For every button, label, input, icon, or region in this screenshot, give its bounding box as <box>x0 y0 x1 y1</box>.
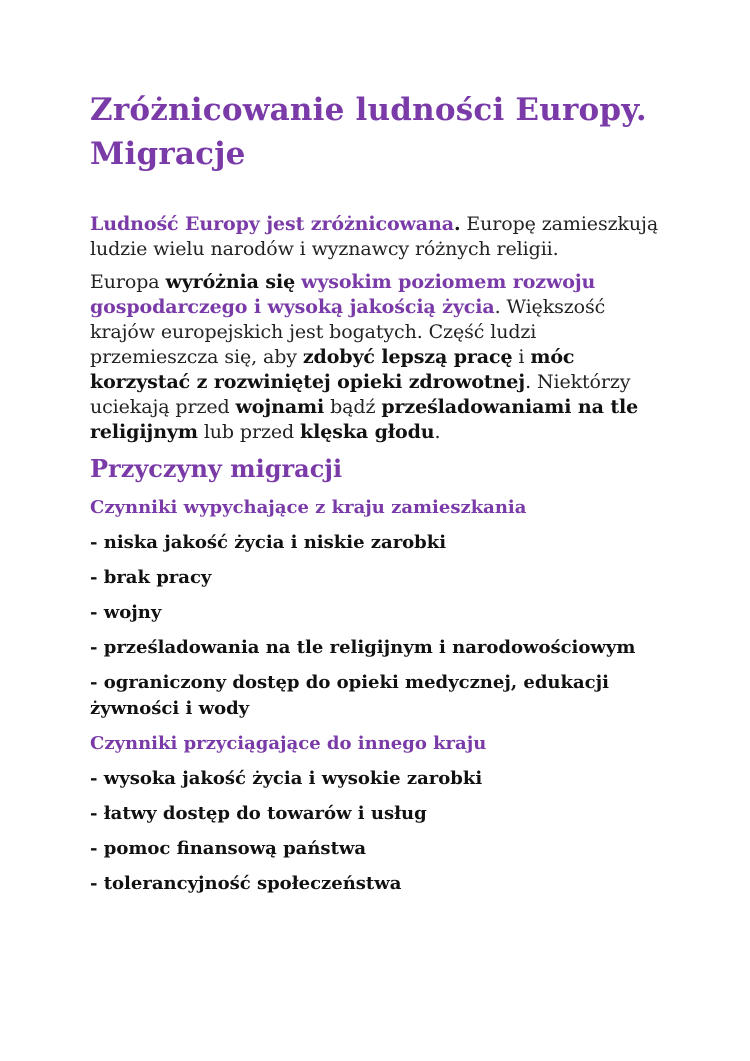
subheading-pull-factors: Czynniki przyciągające do innego kraju <box>90 733 487 754</box>
section-heading-migration-causes: Przyczyny migracji <box>90 454 343 483</box>
emphasis-text: wojnami <box>235 396 325 418</box>
spacer <box>90 176 660 212</box>
emphasis-text: klęska głodu <box>300 421 435 443</box>
subheading-push-factors: Czynniki wypychające z kraju zamieszkania <box>90 497 527 518</box>
list-item-push: - niska jakość życia i niskie zarobki <box>90 532 447 553</box>
list-item-push: - wojny <box>90 602 162 623</box>
list-item-pull: - tolerancyjność społeczeństwa <box>90 873 402 894</box>
body-text: . <box>434 421 441 443</box>
list-item-pull: - łatwy dostęp do towarów i usług <box>90 803 427 824</box>
body-text: . Większość krajów europejskich jest bogatych. Część ludzi przemieszcza się, aby <box>90 296 606 368</box>
list-item-pull: - pomoc finansową państwa <box>90 838 367 859</box>
body-text: . Niektórzy uciekają przed <box>90 371 631 418</box>
list-item-push: - ograniczony dostęp do opieki medycznej, edukacji żywności i wody <box>90 672 609 719</box>
document-title: Zróżnicowanie ludności Europy. Migracje <box>90 92 647 172</box>
paragraph-intro <box>90 212 660 262</box>
body-text: i <box>512 346 531 368</box>
list-item-push: - prześladowania na tle religijnym i narodowościowym <box>90 637 636 658</box>
body-text: bądź <box>324 396 382 418</box>
body-text: Europa <box>90 271 166 293</box>
emphasis-text: zdobyć lepszą pracę <box>302 346 513 368</box>
paragraph-europe <box>90 270 660 445</box>
emphasis-text: Ludność Europy jest zróżnicowana <box>90 213 454 235</box>
emphasis-text: prześladowaniami na tle religijnym <box>90 396 639 443</box>
list-item-push: - brak pracy <box>90 567 212 588</box>
body-text: lub przed <box>197 421 301 443</box>
list-item-pull: - wysoka jakość życia i wysokie zarobki <box>90 768 483 789</box>
highlight-text: wysokim poziomem rozwoju gospodarczego i wysoką jakością życia <box>90 271 596 318</box>
emphasis-text: . <box>453 213 461 235</box>
body-text: Europę zamieszkują ludzie wielu narodów i wyznawcy różnych religii. <box>90 213 659 260</box>
emphasis-text: móc korzystać z rozwiniętej opieki zdrowotnej <box>90 346 575 393</box>
emphasis-text: wyróżnia się <box>165 271 296 293</box>
